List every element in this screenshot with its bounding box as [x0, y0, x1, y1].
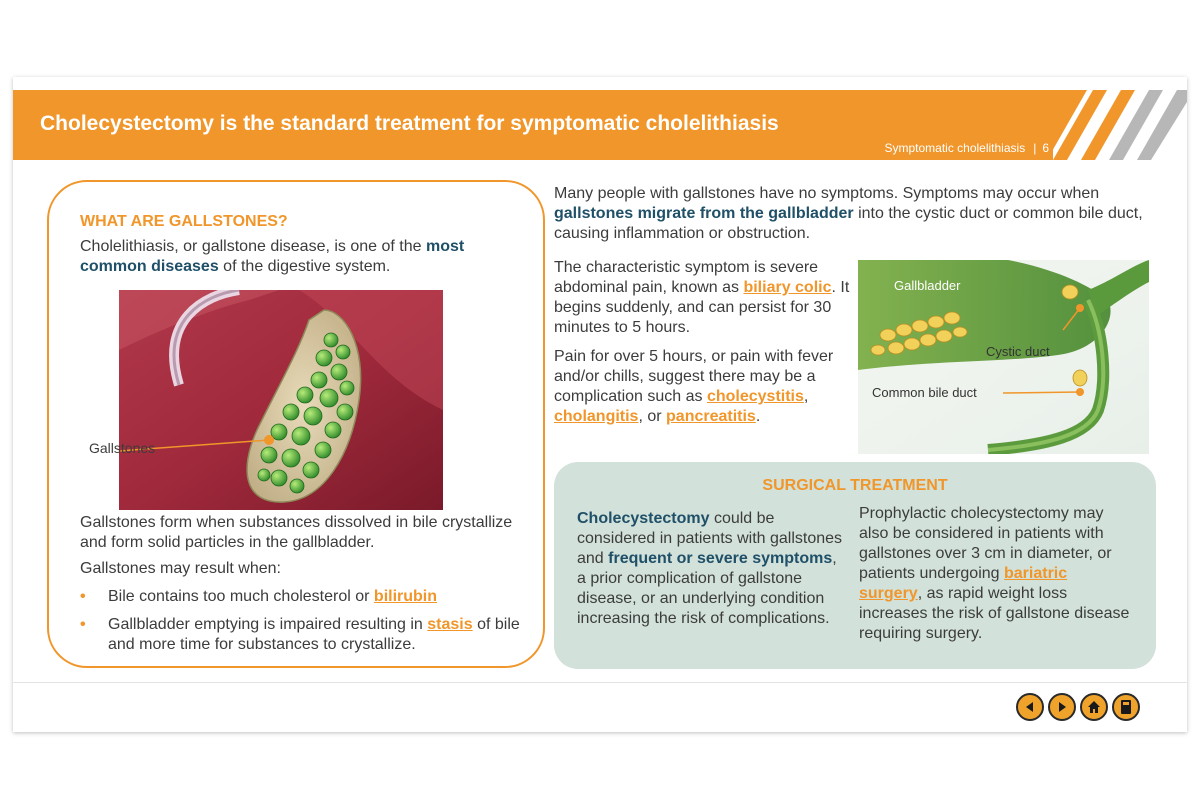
symptom-text: The characteristic symptom is severe abdominal pain, known as: [554, 259, 819, 296]
surgical-treatment-heading: SURGICAL TREATMENT: [762, 477, 948, 494]
bullet-text: Gallbladder emptying is impaired resulting in: [108, 616, 428, 633]
next-button[interactable]: [1048, 693, 1076, 721]
pain-text: Pain for over 5 hours, or pain with fever and/or chills, suggest there may be a complication such as: [554, 348, 834, 405]
cystic-duct-label: Cystic duct: [986, 344, 1050, 359]
biliary-anatomy-image: [858, 260, 1149, 454]
list-item: [80, 587, 520, 607]
pancreatitis-link[interactable]: pancreatitis: [666, 408, 756, 425]
cholangitis-link[interactable]: cholangitis: [554, 408, 639, 425]
bilirubin-link[interactable]: bilirubin: [373, 588, 438, 605]
slide: [13, 77, 1187, 732]
gallstones-label: Gallstones: [89, 440, 156, 456]
section-indicator: [884, 141, 1049, 155]
page-title: Cholecystectomy is the standard treatment for symptomatic cholelithiasis: [40, 112, 779, 135]
gallstones-form-text: Gallstones form when substances dissolved in bile crystallize and form solid particles in the gallbladder.: [80, 514, 513, 551]
bullet-text-end: of bile and more time for substances to crystallize.: [108, 616, 520, 653]
bullet-text: Bile contains too much cholesterol or: [108, 588, 374, 605]
gallstones-heading: WHAT ARE GALLSTONES?: [80, 213, 288, 230]
prev-icon: [1023, 700, 1037, 714]
gallstones-card: [47, 180, 545, 668]
cholecystectomy-bold: Cholecystectomy: [577, 510, 710, 527]
section-separator: |: [1033, 141, 1037, 155]
footer-divider: [13, 682, 1187, 683]
gallstones-intro: [80, 237, 520, 277]
intro-text-end: of the digestive system.: [218, 258, 391, 275]
surgical-left-text-1: could be considered in patients with gallstones and: [577, 510, 843, 567]
surgical-right-text-2: , as rapid weight loss increases the risk of gallstone disease requiring surgery.: [859, 585, 1130, 642]
header-stripes-decoration: [1053, 90, 1187, 160]
intro-text: Cholelithiasis, or gallstone disease, is one of the: [80, 238, 426, 255]
surgical-left-text: [577, 509, 847, 629]
home-button[interactable]: [1080, 693, 1108, 721]
page-number: 6: [1042, 141, 1049, 155]
gallbladder-label: Gallbladder: [894, 278, 961, 293]
surgical-right-text-1: Prophylactic cholecystectomy may also be considered in patients with gallstones over 3 cm in diameter, or patients undergoing: [859, 505, 1112, 582]
stasis-link[interactable]: stasis: [427, 616, 473, 633]
symptom-text-end: . It begins suddenly, and can persist for 30 minutes to 5 hours.: [554, 279, 850, 336]
section-name: Symptomatic cholelithiasis: [884, 141, 1026, 155]
surgical-left-text-2: , a prior complication of gallstone disease, or an underlying condition increasing the risk of complications.: [577, 550, 837, 627]
complication-paragraph: [554, 347, 859, 427]
biliary-colic-link[interactable]: biliary colic: [743, 279, 832, 296]
intro-text-end: into the cystic duct or common bile duct, causing inflammation or obstruction.: [554, 205, 1143, 242]
common-bile-duct-label: Common bile duct: [872, 385, 977, 400]
intro-text: Many people with gallstones have no symptoms. Symptoms may occur when: [554, 185, 1100, 202]
slide-header: [13, 90, 1187, 160]
gallbladder-gallstones-image: [119, 290, 443, 510]
navigation-controls: [1016, 693, 1140, 721]
cause-list: [80, 587, 520, 663]
next-icon: [1055, 700, 1069, 714]
gallstones-may-result: Gallstones may result when:: [80, 560, 281, 577]
symptom-paragraph: [554, 258, 859, 338]
cholecystitis-link[interactable]: cholecystitis: [706, 388, 804, 405]
pain-end: .: [755, 408, 761, 425]
symptoms-intro: [554, 184, 1154, 244]
previous-button[interactable]: [1016, 693, 1044, 721]
surgical-right-text: [859, 504, 1134, 644]
pain-comma: ,: [803, 388, 809, 405]
home-icon: [1086, 699, 1102, 715]
list-item: [80, 615, 520, 655]
biliary-anatomy-graphic: [858, 260, 1149, 454]
glossary-button[interactable]: [1112, 693, 1140, 721]
glossary-book-icon: [1119, 699, 1133, 715]
intro-bold: most common diseases: [80, 238, 465, 275]
surgical-treatment-box: [554, 462, 1156, 669]
frequent-symptoms-bold: frequent or severe symptoms: [608, 550, 833, 567]
bariatric-surgery-link[interactable]: bariatric surgery: [859, 565, 1068, 602]
intro-bold: gallstones migrate from the gallbladder: [554, 205, 854, 222]
pain-or: , or: [638, 408, 667, 425]
